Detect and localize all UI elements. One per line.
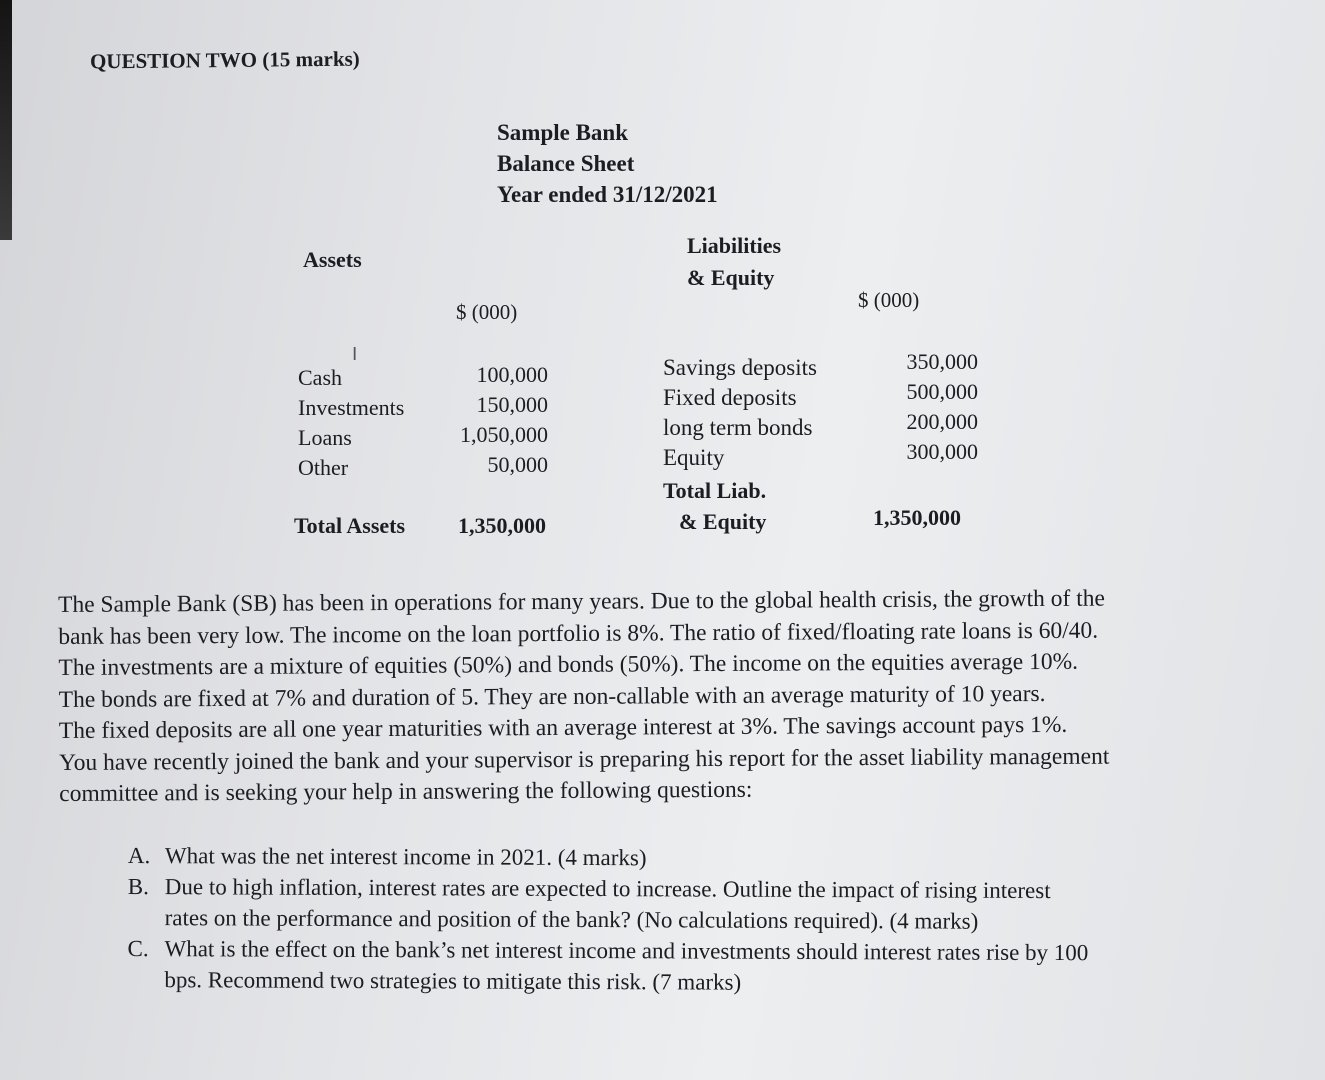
question-item-b: [128, 871, 1268, 938]
paragraph-line: committee and is seeking your help in answering the following questions:: [59, 776, 753, 807]
paragraph-line: bank has been very low. The income on the loan portfolio is 8%. The ratio of fixed/floating rate loans is 60/40.: [58, 617, 1099, 650]
total-liabilities-label-line2: & Equity: [679, 509, 767, 534]
paragraph-line: The Sample Bank (SB) has been in operations for many years. Due to the global health crisis, the growth of the: [58, 585, 1105, 618]
asset-label: Investments: [298, 395, 405, 420]
question-list: [127, 840, 1268, 1000]
question-text-line: What was the net interest income in 2021. (4 marks): [164, 843, 647, 871]
assets-unit: $ (000): [456, 300, 518, 324]
liability-value: 200,000: [906, 409, 978, 434]
text-cursor-icon: I: [352, 344, 358, 365]
case-description: [58, 583, 1279, 811]
question-title: QUESTION TWO (15 marks): [89, 46, 360, 74]
question-letter: C.: [127, 935, 149, 962]
liabilities-values: [858, 347, 978, 467]
paragraph-line: The bonds are fixed at 7% and duration of 5. They are non-callable with an average maturity of 10 years.: [58, 680, 1046, 713]
bank-name: Sample Bank: [497, 120, 629, 145]
asset-value: 1,050,000: [460, 422, 548, 447]
liability-label: long term bonds: [663, 415, 813, 440]
statement-period: Year ended 31/12/2021: [497, 182, 718, 207]
paragraph-line: The investments are a mixture of equities (50%) and bonds (50%). The income on the equities average 10%.: [58, 648, 1079, 681]
question-text-line: bps. Recommend two strategies to mitigate this risk. (7 marks): [164, 967, 742, 995]
total-liabilities-label-line1: Total Liab.: [663, 478, 767, 503]
question-item-c: [127, 933, 1267, 1000]
question-text-line: What is the effect on the bank’s net interest income and investments should interest rates rise by 100: [164, 936, 1089, 966]
liability-value: 300,000: [906, 439, 978, 464]
liability-value: 500,000: [906, 379, 978, 404]
asset-value: 50,000: [487, 452, 548, 477]
question-letter: A.: [127, 843, 151, 869]
total-liabilities-label: [663, 475, 766, 537]
question-text-line: rates on the performance and position of the bank? (No calculations required). (4 marks): [164, 905, 979, 934]
paragraph-line: The fixed deposits are all one year maturities with an average interest at 3%. The savings account pays 1%.: [58, 711, 1068, 744]
liabilities-heading-line2: & Equity: [687, 265, 775, 290]
liabilities-heading-line1: Liabilities: [687, 233, 782, 258]
statement-name: Balance Sheet: [497, 151, 635, 176]
paragraph-line: You have recently joined the bank and your supervisor is preparing his report for the asset liability management: [58, 743, 1110, 776]
asset-label: Other: [298, 455, 349, 480]
asset-label: Cash: [298, 365, 342, 390]
liabilities-labels: [663, 353, 817, 473]
liability-label: Fixed deposits: [663, 385, 797, 410]
liabilities-unit: $ (000): [858, 288, 920, 312]
question-letter: B.: [127, 873, 149, 900]
balance-sheet-header: [497, 117, 718, 210]
liability-label: Savings deposits: [663, 355, 817, 380]
screen-edge: [0, 0, 12, 240]
liability-label: Equity: [663, 445, 725, 470]
assets-heading: Assets: [303, 247, 362, 272]
total-assets-label: Total Assets: [294, 513, 406, 538]
liabilities-heading: [687, 230, 781, 294]
assets-values: [420, 360, 548, 480]
asset-label: Loans: [298, 425, 352, 450]
liability-value: 350,000: [906, 349, 978, 374]
total-liabilities-value: 1,350,000: [873, 505, 961, 530]
question-text-line: Due to high inflation, interest rates are expected to increase. Outline the impact of rising interest: [164, 874, 1051, 904]
asset-value: 100,000: [476, 362, 548, 387]
total-assets-value: 1,350,000: [458, 513, 546, 538]
assets-labels: [298, 363, 404, 483]
asset-value: 150,000: [476, 392, 548, 417]
question-item-a: [128, 840, 1268, 876]
